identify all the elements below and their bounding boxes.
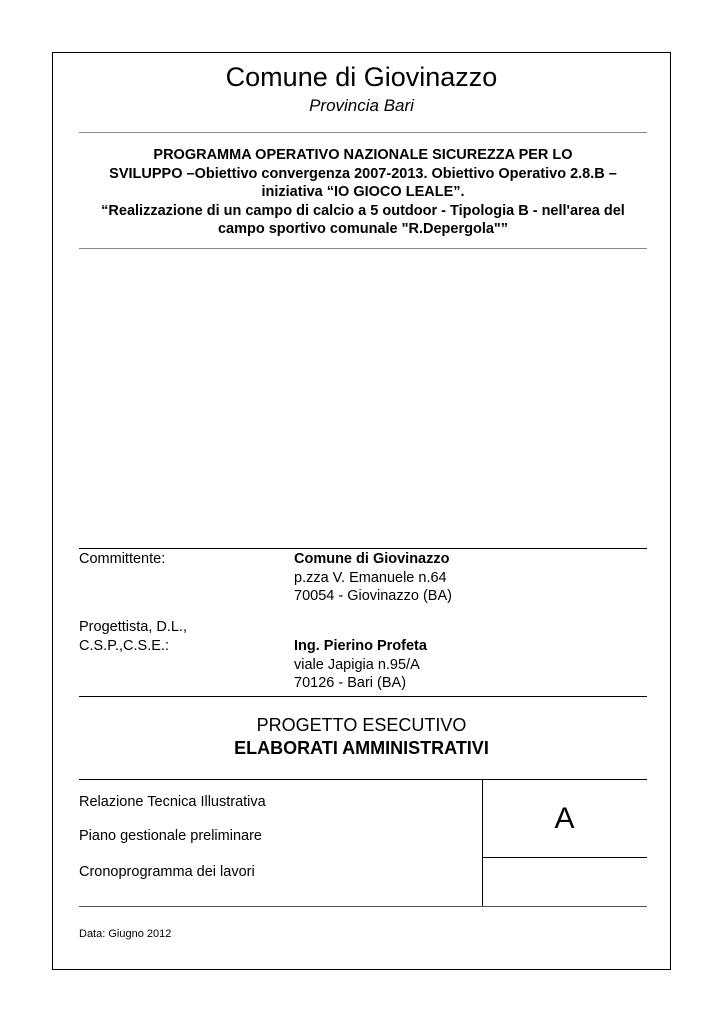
document-item: Cronoprogramma dei lavori [79, 864, 255, 880]
committente-city: 70054 - Giovinazzo (BA) [294, 588, 452, 604]
divider [79, 248, 647, 249]
program-line: PROGRAMMA OPERATIVO NAZIONALE SICUREZZA PER LO [153, 147, 573, 163]
table-divider [482, 780, 483, 906]
divider [482, 857, 647, 858]
progettista-label-line: Progettista, D.L., [79, 619, 187, 635]
divider [79, 906, 647, 907]
divider [79, 548, 647, 549]
progettista-city: 70126 - Bari (BA) [294, 675, 407, 691]
program-line: campo sportivo comunale "R.Depergola"” [217, 221, 509, 238]
committente-name: Comune di Giovinazzo [294, 551, 450, 567]
program-description [79, 146, 647, 239]
progettista-name: Ing. Pierino Profeta [294, 638, 427, 654]
program-line: SVILUPPO –Obiettivo convergenza 2007-2013. Obiettivo Operativo 2.8.B – [109, 165, 617, 182]
committente-block [294, 550, 452, 606]
progettista-label-line: C.S.P.,C.S.E.: [79, 637, 169, 654]
program-line: “Realizzazione di un campo di calcio a 5 outdoor - Tipologia B - nell'area del [101, 202, 625, 219]
code-letter: A [554, 802, 575, 835]
page-title: Comune di Giovinazzo [225, 62, 498, 92]
divider [79, 779, 647, 780]
committente-label: Committente: [79, 551, 166, 567]
document-item: Relazione Tecnica Illustrativa [79, 794, 266, 810]
page-subtitle: Provincia Bari [309, 96, 414, 115]
divider [79, 132, 647, 133]
divider [79, 696, 647, 697]
progettista-block [294, 637, 427, 693]
project-section: ELABORATI AMMINISTRATIVI [234, 738, 489, 758]
program-line: iniziativa “IO GIOCO LEALE”. [261, 184, 465, 201]
project-type: PROGETTO ESECUTIVO [256, 715, 467, 735]
date-label: Data: Giugno 2012 [79, 928, 172, 940]
progettista-address: viale Japigia n.95/A [294, 656, 420, 673]
progettista-label [79, 618, 187, 655]
document-item: Piano gestionale preliminare [79, 828, 262, 844]
committente-address: p.zza V. Emanuele n.64 [294, 569, 447, 586]
